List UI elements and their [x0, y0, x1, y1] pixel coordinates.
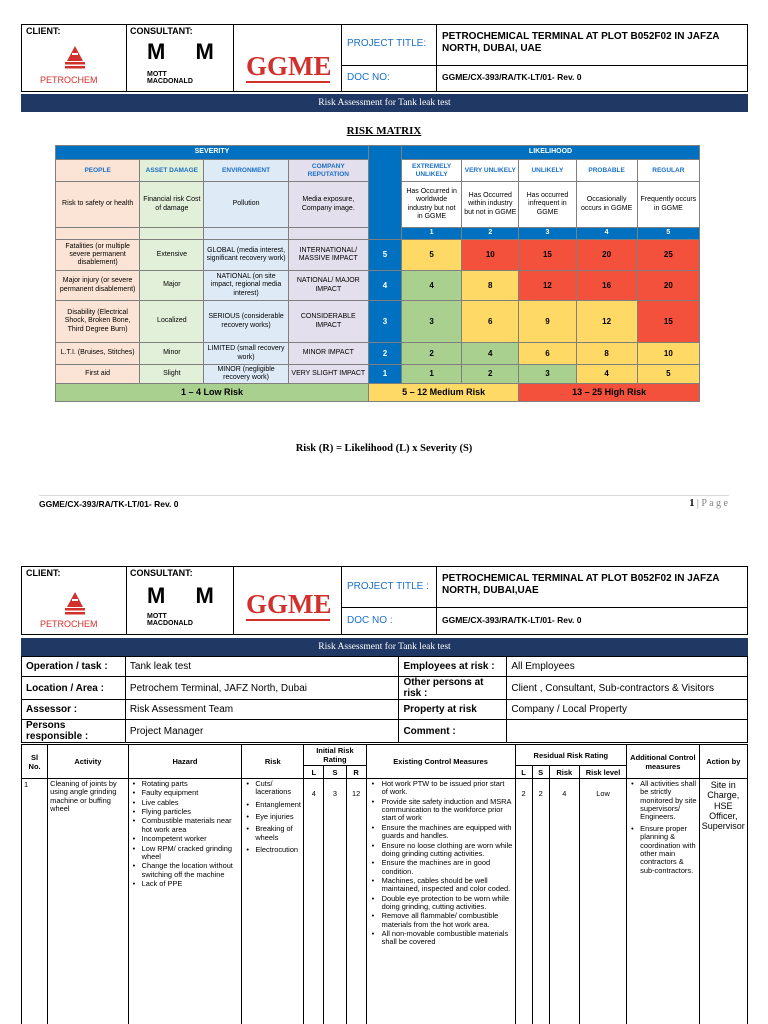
footer-doc-no: GGME/CX-393/RA/TK-LT/01- Rev. 0 — [39, 499, 179, 509]
cell-5-2: 10 — [462, 240, 519, 271]
consultant-cell-2 — [127, 567, 234, 634]
lik-num-2: 2 — [462, 228, 519, 240]
hazard-item: • Flying particles — [131, 808, 240, 816]
comment-value — [507, 720, 748, 743]
ggme-logo: GGME — [246, 51, 332, 81]
consultant-label-2: CONSULTANT: — [130, 568, 193, 578]
lik-desc-4: Occasionally occurs in GGME — [576, 182, 637, 228]
risk-item: • Breaking of wheels — [244, 825, 301, 842]
footer-rule — [39, 495, 729, 496]
mott-name-line2: MACDONALD — [147, 78, 193, 85]
project-title-2: PETROCHEMICAL TERMINAL AT PLOT B052F02 IN JAFZA NORTH, DUBAI,UAE — [442, 573, 720, 596]
cell-3-2: 6 — [462, 301, 519, 343]
row1-r: 12 — [346, 779, 366, 1024]
banner-page1: Risk Assessment for Tank leak test — [21, 94, 748, 112]
lik-num-4: 4 — [576, 228, 637, 240]
project-title-label: PROJECT TITLE: — [347, 38, 427, 49]
hazard-item: • Incompetent worker — [131, 835, 240, 843]
consultant-label: CONSULTANT: — [130, 26, 193, 36]
doc-no-2: GGME/CX-393/RA/TK-LT/01- Rev. 0 — [442, 615, 582, 625]
sev-desc-people: Risk to safety or health — [56, 182, 140, 228]
cell-4-1: 4 — [402, 271, 462, 301]
ggme-cell-2 — [234, 567, 342, 634]
lik-desc-1: Has Occurred in worldwide industry but not in GGME — [402, 182, 462, 228]
th-action-by: Action by — [699, 745, 747, 779]
responsible-label: Persons responsible : — [22, 720, 126, 743]
additional-item: • Ensure proper planning & coordination with other main contractors & sub-contractors. — [629, 825, 696, 875]
location-label: Location / Area : — [22, 677, 126, 700]
row2-rep: MINOR IMPACT — [288, 343, 368, 365]
sev-header-people: PEOPLE — [56, 160, 140, 182]
likelihood-header: LIKELIHOOD — [402, 146, 700, 160]
row1-hazards — [128, 779, 242, 1024]
ggme-underline-2 — [246, 619, 330, 621]
cell-2-1: 2 — [402, 343, 462, 365]
th-res-s: S — [532, 766, 549, 779]
row4-people: Major injury (or severe permanent disablement) — [56, 271, 140, 301]
client-label: CLIENT: — [26, 26, 61, 36]
cell-4-2: 8 — [462, 271, 519, 301]
severity-num-col — [368, 146, 401, 240]
others-label: Other persons at risk : — [399, 677, 507, 700]
lik-header-4: PROBABLE — [576, 160, 637, 182]
cell-4-5: 20 — [637, 271, 699, 301]
row2-sev: 2 — [368, 343, 401, 365]
cell-1-4: 4 — [576, 365, 637, 384]
control-item: • Ensure no loose clothing are worn while doing grinding cutting activities. — [369, 842, 513, 859]
project-info-block-2 — [342, 567, 747, 634]
row1-res-l: 2 — [515, 779, 532, 1024]
row4-sev: 4 — [368, 271, 401, 301]
th-initial-rating: Initial Risk Rating — [304, 745, 366, 766]
hazard-item: • Rotating parts — [131, 780, 240, 788]
row2-people: L.T.I. (Bruises, Stitches) — [56, 343, 140, 365]
row1-sl: 1 — [22, 779, 48, 1024]
cell-3-5: 15 — [637, 301, 699, 343]
page1-header — [21, 24, 748, 92]
operation-info-table — [21, 656, 748, 743]
row1-res-level: Low — [579, 779, 626, 1024]
lik-num-5: 5 — [637, 228, 699, 240]
lik-desc-2: Has Occurred within industry but not in GGME — [462, 182, 519, 228]
sev-header-reputation: COMPANY REPUTATION — [288, 160, 368, 182]
project-title-label-2: PROJECT TITLE : — [347, 581, 429, 592]
row1-asset: Slight — [140, 365, 204, 384]
mott-logo-letters-2: M M — [147, 583, 226, 608]
th-sl: Sl No. — [22, 745, 48, 779]
row3-asset: Localized — [140, 301, 204, 343]
control-item: • Remove all flammable/ combustible materials from the hot work area. — [369, 912, 513, 929]
client-name: PETROCHEM — [40, 75, 98, 85]
mott-logo-letters: M M — [147, 39, 226, 64]
th-risk: Risk — [242, 745, 304, 779]
risk-assessment-table — [21, 744, 748, 1024]
cell-5-4: 20 — [576, 240, 637, 271]
cell-1-2: 2 — [462, 365, 519, 384]
row5-asset: Extensive — [140, 240, 204, 271]
property-value: Company / Local Property — [507, 700, 748, 720]
comment-label: Comment : — [399, 720, 507, 743]
additional-item: • All activities shall be strictly monitored by site supervisors/ Engineers. — [629, 780, 696, 822]
employees-value: All Employees — [507, 657, 748, 677]
consultant-cell — [127, 25, 234, 91]
client-cell-2 — [22, 567, 127, 634]
th-residual-rating: Residual Risk Rating — [515, 745, 627, 766]
th-l: L — [304, 766, 324, 779]
th-additional: Additional Control measures — [627, 745, 699, 779]
hazard-item: • Lack of PPE — [131, 880, 240, 888]
risk-matrix-table — [55, 145, 700, 402]
row4-asset: Major — [140, 271, 204, 301]
risk-item: • Entanglement — [244, 801, 301, 809]
mott-name-line1: MOTT — [147, 71, 167, 78]
risk-item: • Eye injuries — [244, 813, 301, 821]
lik-header-5: REGULAR — [637, 160, 699, 182]
control-item: • Double eye protection to be worn while doing grinding, cutting activities. — [369, 895, 513, 912]
th-res-level: Risk level — [579, 766, 626, 779]
row1-res-risk: 4 — [549, 779, 579, 1024]
responsible-value: Project Manager — [125, 720, 399, 743]
mott-name-line2-2: MACDONALD — [147, 620, 193, 627]
row4-env: NATIONAL (on site impact, regional media interest) — [204, 271, 288, 301]
doc-no-label: DOC NO: — [347, 72, 390, 83]
employees-label: Employees at risk : — [399, 657, 507, 677]
lik-desc-5: Frequently occurs in GGME — [637, 182, 699, 228]
row3-people: Disability (Electrical Shock, Broken Bone, Third Degree Burn) — [56, 301, 140, 343]
row1-rep: VERY SLIGHT IMPACT — [288, 365, 368, 384]
doc-no-label-2: DOC NO : — [347, 615, 393, 626]
lik-num-1: 1 — [402, 228, 462, 240]
row1-s: 3 — [324, 779, 346, 1024]
cell-1-3: 3 — [519, 365, 576, 384]
severity-header: SEVERITY — [56, 146, 369, 160]
row1-l: 4 — [304, 779, 324, 1024]
row1-controls — [366, 779, 515, 1024]
row1-res-s: 2 — [532, 779, 549, 1024]
risk-item: • Electrocution — [244, 846, 301, 854]
matrix-title: RISK MATRIX — [346, 125, 422, 137]
cell-4-4: 16 — [576, 271, 637, 301]
lik-num-3: 3 — [519, 228, 576, 240]
ggme-logo-2: GGME — [246, 589, 332, 619]
doc-no: GGME/CX-393/RA/TK-LT/01- Rev. 0 — [442, 72, 582, 82]
assessor-value: Risk Assessment Team — [125, 700, 399, 720]
row1-risks — [242, 779, 304, 1024]
cell-3-3: 9 — [519, 301, 576, 343]
location-value: Petrochem Terminal, JAFZ North, Dubai — [125, 677, 399, 700]
hazard-item: • Live cables — [131, 799, 240, 807]
row5-rep: INTERNATIONAL/ MASSIVE IMPACT — [288, 240, 368, 271]
row1-action-by: Site in Charge, HSE Officer, Supervisor — [699, 779, 747, 1024]
cell-2-2: 4 — [462, 343, 519, 365]
th-existing-controls: Existing Control Measures — [366, 745, 515, 779]
page-num-label: | P a g e — [696, 498, 728, 509]
page-num-value: 1 — [689, 498, 695, 509]
row1-additional — [627, 779, 699, 1024]
row4-rep: NATIONAL/ MAJOR IMPACT — [288, 271, 368, 301]
hazard-item: • Combustible materials near hot work area — [131, 817, 240, 834]
hazard-item: • Low RPM/ cracked grinding wheel — [131, 845, 240, 862]
operation-label: Operation / task : — [22, 657, 126, 677]
lik-header-3: UNLIKELY — [519, 160, 576, 182]
cell-1-5: 5 — [637, 365, 699, 384]
row5-people: Fatalities (or multiple severe permanent disablement) — [56, 240, 140, 271]
cell-2-5: 10 — [637, 343, 699, 365]
legend-medium: 5 – 12 Medium Risk — [368, 384, 518, 402]
ggme-underline — [246, 81, 330, 83]
control-item: • All non-movable combustible materials shall be covered — [369, 930, 513, 947]
property-label: Property at risk — [399, 700, 507, 720]
row1-activity: Cleaning of joints by using angle grinding machine or buffing wheel — [48, 779, 128, 1024]
cell-5-1: 5 — [402, 240, 462, 271]
cell-2-3: 6 — [519, 343, 576, 365]
sev-desc-environment: Pollution — [204, 182, 288, 228]
assessor-label: Assessor : — [22, 700, 126, 720]
cell-2-4: 8 — [576, 343, 637, 365]
client-cell — [22, 25, 127, 91]
row5-sev: 5 — [368, 240, 401, 271]
sev-desc-reputation: Media exposure, Company image. — [288, 182, 368, 228]
petrochem-logo-2 — [62, 591, 88, 617]
th-s: S — [324, 766, 346, 779]
operation-value: Tank leak test — [125, 657, 399, 677]
control-item: • Ensure the machines are equipped with guards and handles. — [369, 824, 513, 841]
lik-header-2: VERY UNLIKELY — [462, 160, 519, 182]
row1-people: First aid — [56, 365, 140, 384]
client-name-2: PETROCHEM — [40, 619, 98, 629]
cell-4-3: 12 — [519, 271, 576, 301]
client-label-2: CLIENT: — [26, 568, 61, 578]
hazard-item: • Faulty equipment — [131, 789, 240, 797]
control-item: • Machines, cables should be well maintained, inspected and color coded. — [369, 877, 513, 894]
page-number — [689, 498, 728, 509]
sev-desc-asset: Financial risk Cost of damage — [140, 182, 204, 228]
lik-desc-3: Has occurred infrequent in GGME — [519, 182, 576, 228]
table-row — [22, 779, 748, 1024]
lik-header-1: EXTREMELY UNLIKELY — [402, 160, 462, 182]
control-item: • Hot work PTW to be issued prior start of work. — [369, 780, 513, 797]
row3-rep: CONSIDERABLE IMPACT — [288, 301, 368, 343]
page2-header — [21, 566, 748, 635]
row2-asset: Minor — [140, 343, 204, 365]
row3-env: SERIOUS (considerable recovery works) — [204, 301, 288, 343]
th-res-l: L — [515, 766, 532, 779]
control-item: • Provide site safety induction and MSRA communication to the workforce prior start of work — [369, 798, 513, 823]
row5-env: GLOBAL (media interest, significant recovery work) — [204, 240, 288, 271]
row1-env: MINOR (negligible recovery work) — [204, 365, 288, 384]
row1-sev: 1 — [368, 365, 401, 384]
banner-page2: Risk Assessment for Tank leak test — [21, 638, 748, 656]
project-info-block — [342, 25, 747, 91]
project-title: PETROCHEMICAL TERMINAL AT PLOT B052F02 IN JAFZA NORTH, DUBAI, UAE — [442, 31, 720, 54]
sev-header-asset: ASSET DAMAGE — [140, 160, 204, 182]
legend-high: 13 – 25 High Risk — [519, 384, 700, 402]
risk-formula: Risk (R) = Likelihood (L) x Severity (S) — [295, 443, 473, 454]
control-item: • Ensure the machines are in good condition. — [369, 859, 513, 876]
cell-3-4: 12 — [576, 301, 637, 343]
cell-3-1: 3 — [402, 301, 462, 343]
row2-env: LIMITED (small recovery work) — [204, 343, 288, 365]
cell-5-3: 15 — [519, 240, 576, 271]
mott-name-line1-2: MOTT — [147, 613, 167, 620]
cell-1-1: 1 — [402, 365, 462, 384]
hazard-item: • Change the location without switching off the machine — [131, 862, 240, 879]
cell-5-5: 25 — [637, 240, 699, 271]
th-hazard: Hazard — [128, 745, 242, 779]
legend-low: 1 – 4 Low Risk — [56, 384, 369, 402]
row3-sev: 3 — [368, 301, 401, 343]
others-value: Client , Consultant, Sub-contractors & Visitors — [507, 677, 748, 700]
petrochem-logo — [62, 45, 88, 71]
sev-header-environment: ENVIRONMENT — [204, 160, 288, 182]
th-r: R — [346, 766, 366, 779]
risk-item: • Cuts/ lacerations — [244, 780, 301, 797]
ggme-cell — [234, 25, 342, 91]
th-res-risk: Risk — [549, 766, 579, 779]
th-activity: Activity — [48, 745, 128, 779]
